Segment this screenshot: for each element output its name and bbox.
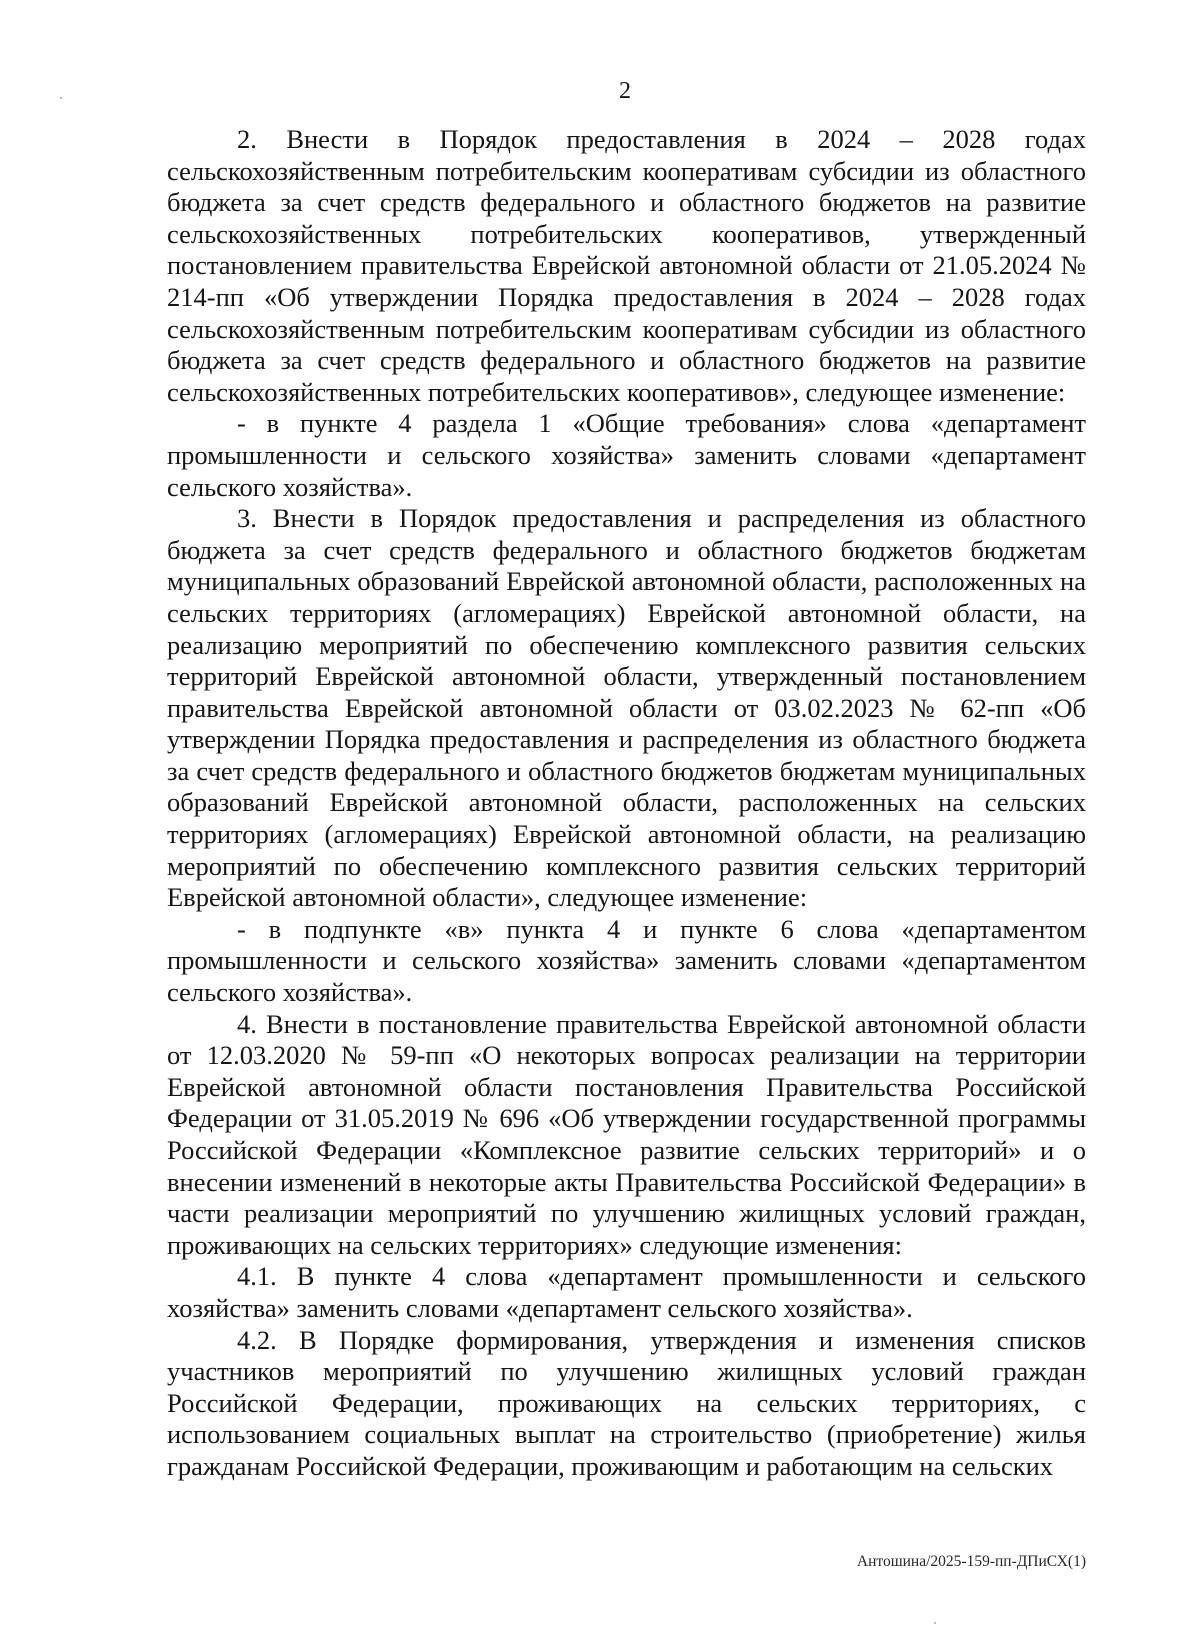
page-number: 2 xyxy=(619,78,631,104)
paragraph-item-4: 4. Внести в постановление правительства Еврейской автономной области от 12.03.2020 № 59-пп «О некоторых вопросах реализации на территории Еврейской автономной области постановления Правительства Российской Федерации от 31.05.2019 № 696 «Об утверждении государственной программы Российской Федерации «Комплексное развитие сельских территорий» и о внесении изменений в некоторые акты Правительства Российской Федерации» в части реализации мероприятий по улучшению жилищных условий граждан, проживающих на сельских территориях» следующие изменения: xyxy=(167,1008,1086,1260)
paragraph-item-2: 2. Внести в Порядок предоставления в 2024 – 2028 годах сельскохозяйственным потребительским кооперативам субсидии из областного бюджета за счет средств федерального и областного бюджетов на развитие сельскохозяйственных потребительских кооперативов, утвержденный постановлением правительства Еврейской автономной области от 21.05.2024 № 214-пп «Об утверждении Порядка предоставления в 2024 – 2028 годах сельскохозяйственным потребительским кооперативам субсидии из областного бюджета за счет средств федерального и областного бюджетов на развитие сельскохозяйственных потребительских кооперативов», следующее изменение: xyxy=(167,124,1086,407)
document-body xyxy=(167,124,1086,1483)
paragraph-item-3: 3. Внести в Порядок предоставления и распределения из областного бюджета за счет средств федерального и областного бюджетов бюджетам муниципальных образований Еврейской автономной области, расположенных на сельских территориях (агломерациях) Еврейской автономной области, на реализацию мероприятий по обеспечению комплексного развития сельских территорий Еврейской автономной области, утвержденный постановлением правительства Еврейской автономной области от 03.02.2023 № 62-пп «Об утверждении Порядка предоставления и распределения из областного бюджета за счет средств федерального и областного бюджетов бюджетам муниципальных образований Еврейской автономной области, расположенных на сельских территориях (агломерациях) Еврейской автономной области, на реализацию мероприятий по обеспечению комплексного развития сельских территорий Еврейской автономной области», следующее изменение: xyxy=(167,503,1086,913)
scan-artifact xyxy=(60,97,62,99)
paragraph-item-3-amendment: - в подпункте «в» пункта 4 и пункте 6 слова «департаментом промышленности и сельского хозяйства» заменить словами «департаментом сельского хозяйства». xyxy=(167,913,1086,1008)
paragraph-item-4-2: 4.2. В Порядке формирования, утверждения и изменения списков участников мероприятий по улучшению жилищных условий граждан Российской Федерации, проживающих на сельских территориях, с использованием социальных выплат на строительство (приобретение) жилья гражданам Российской Федерации, проживающим и работающим на сельских xyxy=(167,1324,1086,1481)
paragraph-item-4-1: 4.1. В пункте 4 слова «департамент промышленности и сельского хозяйства» заменить словами «департамент сельского хозяйства». xyxy=(167,1261,1086,1323)
document-footer-code: Антошина/2025-159-пп-ДПиСХ(1) xyxy=(856,1553,1086,1570)
paragraph-item-2-amendment: - в пункте 4 раздела 1 «Общие требования» слова «департамент промышленности и сельского хозяйства» заменить словами «департамент сельского хозяйства». xyxy=(167,408,1086,502)
scan-artifact xyxy=(934,1622,936,1624)
